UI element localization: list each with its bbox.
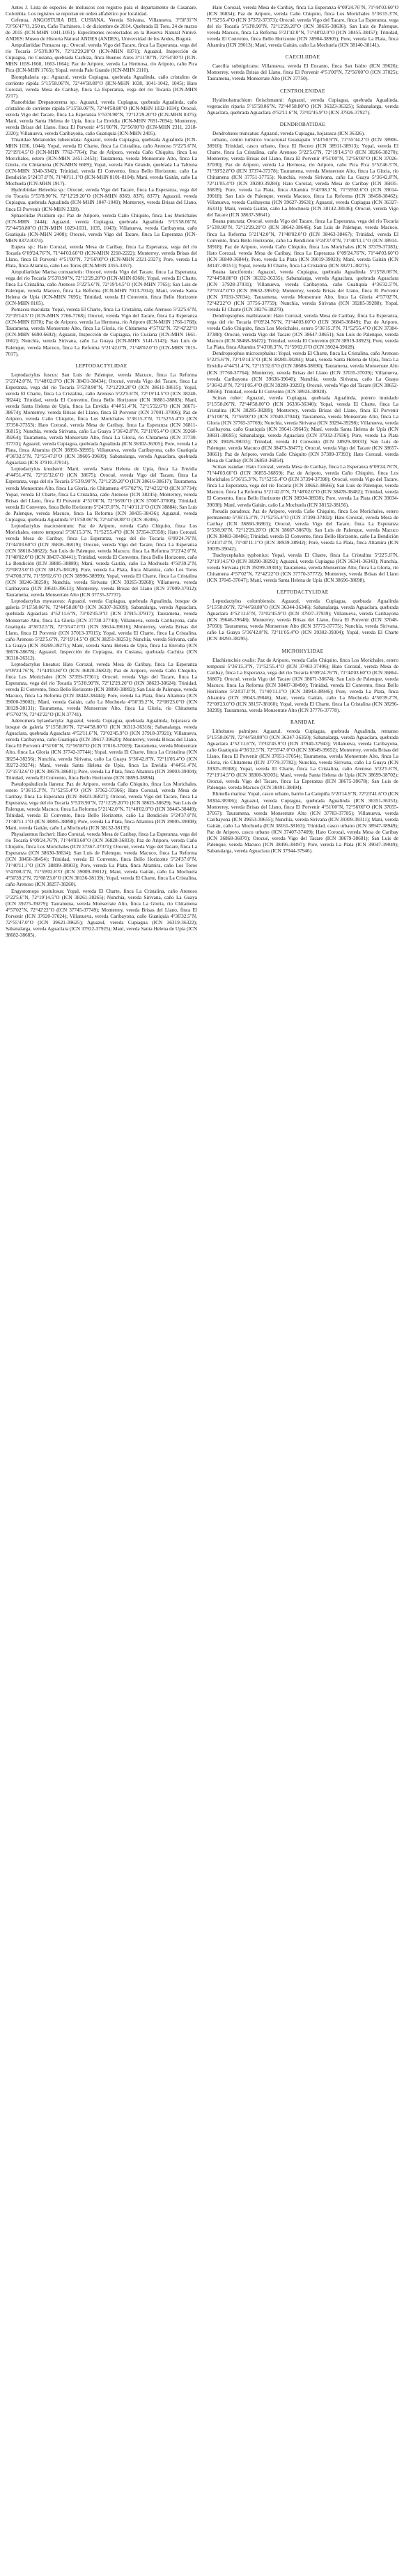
species-record-paragraph: urbano, centro turístico vocacional Guanapalo 5°43'50.9"N, 71°55'34.2"O (ICN 38906-38910); Trinidad, casco urbano, finca El Recreo (ICN 38911-38913); Yopal, vereda El Charte, finca La Cristalina, caño Arenoso 5°22'5.6"N, 72°19'14.5"O (ICN 38266-38270); Monterrey, vereda Brisas del Llano, finca El Porvenir 4°51'00"N, 72°56'00"O (ICN 37026-37030); Paz de Ariporo, vereda La Hermosa, río Ariporo, caño Pica Pica 5°52'46.5"N, 71°39'52.8"O (ICN 37374-37378); Tauramena, vereda Monserrate Alto, finca La Gloria, río Chitamena (ICN 37751-37755); Nunchía, vereda Sirivana, caño La Guaya 5°36'42.8"N, 72°11'05.4"O (ICN 39280-39284); Hato Corozal, vereda Mesa de Caribay (ICN 36835-36839); Pore, vereda La Plata, finca Altamira 5°43'08.3"N, 71°59'02.6"O (ICN 39014-39018); San Luis de Palenque, vereda Macuco, finca La Reforma (ICN 38458-38462); Villanueva, vereda Caribayona (ICN 39627-39631); Aguazul, vereda Cupiagua (ICN 36327-36331); Maní, vereda Gaitán, caño La Mochuela (ICN 38142-38146); Orocué, vereda Vigo del Tacare (ICN 38637-38641). (207, 136, 398, 218)
species-record-paragraph: Pomacea maculata: Yopal, vereda El Charte, finca La Cristalina, caño Arenoso 5°22'5.6"N, 72°19'14.5"O (ICN-MHN 7766-7768); Orocué, vereda Vigo del Tacare, finca La Esperanza (ICN-MHN 8370); Paz de Ariporo, vereda La Hermosa, río Ariporo (ICN-MHN 1766-1768); Tauramena, vereda Monserrate Alto, finca La Gloria, río Chitamena 4°57'02"N, 72°42'22"O (ICN-MHN 6690-6692); Aguazul, Inspección de Cupiagua, río Cusiana (ICN-MHN 1661-1662); Nunchía, vereda Sirivana, caño La Guaya (ICN-MHN 5141-5143); San Luis de Palenque, vereda Macuco, finca La Reforma 5°21'42.0"N, 71°48'02.0"O (ICN-MHN 7015-7017). (6, 306, 197, 357)
species-record-paragraph: Adenomera hylaedactyla: Aguazul, vereda Cupiagua, quebrada Agualinda, hojarasca de bosque de galería 5°15'58.06"N, 72°44'58.80"O (ICN 36313-36318); Sabanalarga, vereda Aguaclara, quebrada Aguaclara 4°52'11.6"N, 73°02'45.9"O (ICN 37918-37921); Villanueva, vereda Caribayona, caño Guatiquía (ICN 39617-39620); Monterrey, vereda Brisas del Llano, finca El Porvenir 4°51'00"N, 72°56'00"O (ICN 37016-37019); Tauramena, vereda Monserrate Alto, finca La Gloria (ICN 37742-37744); Yopal, vereda El Charte, finca La Cristalina (ICN 38254-38256); Nunchía, vereda Sirivana, caño La Guaya 5°36'42.8"N, 72°11'05.4"O (ICN 39272-39274); Maní, vereda Santa Helena de Upía, finca La Envidia 4°44'51.4"N, 72°15'32.6"O (ICN 38679-38681); Pore, vereda La Plata, finca Altamira (ICN 39003-39004); Trinidad, vereda El Convento, finca Bello Horizonte (ICN 38893-38894). (6, 717, 197, 781)
species-record-paragraph: Hyalinobatrachium fleischmanni: Aguazul, vereda Cupiagua, quebrada Agualinda, vegetación riparia 5°15'58.06"N, 72°44'58.80"O (ICN 36323-36325); Sabanalarga, vereda Aguaclara, quebrada Aguaclara 4°52'11.6"N, 73°02'45.9"O (ICN 37926-37927). (207, 96, 398, 116)
section-heading: CAECILIIDAE (285, 54, 320, 61)
section-heading: LEPTODACTYLIDAE (277, 589, 329, 596)
species-record-paragraph: Leptodactylus knudseni: Maní, vereda Santa Helena de Upía, finca La Envidia 4°44'51.4"N, 72°15'32.6"O (ICN 38675); Orocué, vereda Vigo del Tacare, finca La Esperanza, vega del río Tocaría 5°53'8.90"N, 72°12'29.20"O (ICN 38616-38617); Tauramena, vereda Monserrate Alto, finca La Gloria, río Chitamena 4°57'02"N, 72°42'22"O (ICN 37734); Yopal, vereda El Charte, finca La Cristalina, caño Arenoso (ICN 38245); Monterrey, vereda Brisas del Llano, finca El Porvenir 4°51'00"N, 72°56'00"O (ICN 37007-37008); Trinidad, vereda El Convento, finca Bello Horizonte 5°24'37.0"N, 71°40'11.1"O (ICN 38884); San Luis de Palenque, vereda Macuco, finca La Reforma (ICN 38435-38436); Aguazul, vereda Cupiagua, quebrada Agualinda 5°15'58.06"N, 72°44'58.80"O (ICN 36306). (6, 466, 197, 523)
species-record-paragraph: Ampullariidae Pomacea sp.: Orocué, vereda Vigo del Tacare, finca La Esperanza, vega del río Tocaría 5°53'8.90"N, 72°12'29.20"O (ICN-MHN 8371); Aguazul, Inspección de Cupiagua, río Cusiana, quebrada Cachiza, finca Buenos Aires 3°11'30"N, 72°54'30"O (ICN-MHN 1659-1660, 1663-1664); Paz de Ariporo, vereda La Hermosa, río Ariporo, caño Pica Pica (ICN-MHN 1765); Yopal, vereda Palo Grande (ICN-MHN 2110). (6, 42, 197, 74)
species-record-paragraph: Leptodactylus fuscus: San Luis de Palenque, vereda Macuco, finca La Reforma 5°21'42.0"N, 71°48'02.0"O (ICN 38431-38434); Orocué, vereda Vigo del Tacare, finca La Esperanza, vega del río Tocaría 5°53'8.90"N, 72°12'29.20"O (ICN 38611-38615); Yopal, vereda El Charte, finca La Cristalina, caño Arenoso 5°22'5.6"N, 72°19'14.5"O (ICN 38240-38244); Trinidad, vereda El Convento, finca Bello Horizonte (ICN 38881-38883); Maní, vereda Santa Helena de Upía, finca La Envidia 4°44'51.4"N, 72°15'32.6"O (ICN 38671-38674); Monterrey, vereda Brisas del Llano, finca El Porvenir (ICN 37001-37006); Paz de Ariporo, vereda Caño Chiquito, finca Los Morichales 5°36'15.3"N, 71°52'55.4"O (ICN 37350-37353); Hato Corozal, vereda Mesa de Caribay, finca La Esperanza (ICN 36811-36815); Nunchía, vereda Sirivana, caño La Guaya 5°36'42.8"N, 72°11'05.4"O (ICN 39260-39264); Tauramena, vereda Monserrate Alto, finca La Gloria, río Chitamena (ICN 37730-37733); Aguazul, vereda Cupiagua, quebrada Agualinda (ICN 36302-36305); Pore, vereda La Plata, finca Altamira (ICN 38991-38995); Villanueva, vereda Caribayona, caño Guatiquía 4°36'32.5"N, 72°55'47.0"O (ICN 39605-39609); Sabanalarga, vereda Aguaclara, quebrada Aguaclara (ICN 37910-37914). (6, 371, 197, 466)
species-record-paragraph: Elachistocleis ovalis: Paz de Ariporo, vereda Caño Chiquito, finca Los Morichales, estero temporal 5°36'15.3"N, 71°52'55.4"O (ICN 37403-37406); Hato Corozal, vereda Mesa de Caribay, finca La Esperanza, vega del río Tocaría 6°09'24.76"N, 71°44'03.60"O (ICN 36864-36867); Orocué, vereda Vigo del Tacare (ICN 38671-38674); San Luis de Palenque, vereda Macuco, finca La Reforma (ICN 38487-38490); Trinidad, vereda El Convento, finca Bello Horizonte 5°24'37.0"N, 71°40'11.1"O (ICN 38943-38946); Pore, vereda La Plata, finca Altamira (ICN 39043-39046); Maní, vereda Gaitán, caño La Mochuela 4°50'39.2"N, 72°08'23.0"O (ICN 38157-38160); Yopal, vereda El Charte, finca La Cristalina (ICN 38296-38299); Tauramena, vereda Monserrate Alto (ICN 37776-37778). (207, 656, 398, 713)
species-record-paragraph: Engystomops pustulosus: Yopal, vereda El Charte, finca La Cristalina, caño Arenoso 5°22'5.6"N, 72°19'14.5"O (ICN 38261-38265); Nunchía, vereda Sirivana, caño La Guaya (ICN 39275-39279); Tauramena, vereda Monserrate Alto, finca La Gloria, río Chitamena 4°57'02"N, 72°42'22"O (ICN 37745-37749); Monterrey, vereda Brisas del Llano, finca El Porvenir (ICN 37020-37024); Villanueva, vereda Caribayona, caño Guatiquía 4°36'32.5"N, 72°55'47.0"O (ICN 39621-39625); Aguazul, vereda Cupiagua (ICN 36319-36322); Sabanalarga, vereda Aguaclara (ICN 37922-37925); Maní, vereda Santa Helena de Upía (ICN 38682-38685). (6, 887, 197, 938)
species-record-paragraph: Dendropsophus microcephalus: Yopal, vereda El Charte, finca La Cristalina, caño Arenoso 5°22'5.6"N, 72°19'14.5"O (ICN 38280-38284); Maní, vereda Santa Helena de Upía, finca La Envidia 4°44'51.4"N, 72°15'32.6"O (ICN 38686-38690); Tauramena, vereda Monserrate Alto (ICN 37760-37764); Monterrey, vereda Brisas del Llano (ICN 37035-37039); Villanueva, vereda Caribayona (ICN 39636-39640); Nunchía, vereda Sirivana, caño La Guaya 5°36'42.8"N, 72°11'05.4"O (ICN 39289-39293); Orocué, vereda Vigo del Tacare (ICN 38652-38656); Trinidad, vereda El Convento (ICN 38924-38928). (207, 350, 398, 395)
species-record-paragraph: Trachycephalus typhonius: Yopal, vereda El Charte, finca La Cristalina 5°22'5.6"N, 72°19'14.5"O (ICN 38290-38292); Aguazul, vereda Cupiagua (ICN 36341-36343); Nunchía, vereda Sirivana (ICN 39299-39301); Tauramena, vereda Monserrate Alto, finca La Gloria, río Chitamena 4°57'02"N, 72°42'22"O (ICN 37770-37772); Monterrey, vereda Brisas del Llano (ICN 37045-37047); Maní, vereda Santa Helena de Upía (ICN 38696-38698). (207, 551, 398, 584)
species-record-paragraph: Leptodactylus lineatus: Hato Corozal, vereda Mesa de Caribay, finca La Esperanza 6°09'24.76"N, 71°44'03.60"O (ICN 36820-36822); Paz de Ariporo, vereda Caño Chiquito, finca Los Morichales (ICN 37359-37361); Orocué, vereda Vigo del Tacare, finca La Esperanza, vega del río Tocaría 5°53'8.90"N, 72°12'29.20"O (ICN 38623-38624); Trinidad, vereda El Convento, finca Bello Horizonte (ICN 38890-38892); San Luis de Palenque, vereda Macuco, finca La Reforma (ICN 38442-38444); Pore, vereda La Plata, finca Altamira (ICN 39000-39002); Maní, vereda Gaitán, caño La Mochuela 4°50'39.2"N, 72°08'23.0"O (ICN 38129-38131); Tauramena, vereda Monserrate Alto, finca La Gloria, río Chitamena 4°57'02"N, 72°42'22"O (ICN 37741). (6, 660, 197, 718)
species-record-paragraph: Boana lanciformis: Aguazul, vereda Cupiagua, quebrada Agualinda 5°15'58.06"N, 72°44'58.80"O (ICN 36332-36335); Sabanalarga, vereda Aguaclara, quebrada Aguaclara (ICN 37928-37931); Villanueva, vereda Caribayona, caño Guatiquía 4°36'32.5"N, 72°55'47.0"O (ICN 39632-39635); Monterrey, vereda Brisas del Llano, finca El Porvenir (ICN 37031-37034); Tauramena, vereda Monserrate Alto, finca La Gloria 4°57'02"N, 72°42'22"O (ICN 37756-37759); Nunchía, vereda Sirivana (ICN 39285-39288); Yopal, vereda El Charte (ICN 38276-38279). (207, 268, 398, 313)
species-record-paragraph: Planorbidae Drepanotrema sp.: Aguazul, vereda Cupiagua, quebrada Agualinda, caño cristalino de corriente rápida 5°15'58.06"N, 72°44'58.80"O (ICN-MHN 1032-1034); Orocué, vereda Vigo del Tacare, finca La Esperanza 5°53'8.90"N, 72°12'29.20"O (ICN-MHN 8375); Maní, vereda Santa Helena de Upía, finca La Envidia (ICN-MHN 7691-7694); Monterrey, vereda Brisas del Llano, finca El Porvenir 4°51'00"N, 72°56'00"O (ICN-MHN 2311, 2318-2320); Villanueva, vereda Caribayona, caño Guatiquía (ICN-MHN 2405). (6, 98, 197, 136)
species-record-paragraph: Lithobates palmipes: Aguazul, vereda Cupiagua, quebrada Agualinda, remanso 5°15'58.06"N, 72°44'58.80"O (ICN 36347-36350); Sabanalarga, vereda Aguaclara, quebrada Aguaclara 4°52'11.6"N, 73°02'45.9"O (ICN 37940-37943); Villanueva, vereda Caribayona, caño Guatiquía 4°36'32.5"N, 72°55'47.0"O (ICN 39649-39652); Monterrey, vereda Brisas del Llano, finca El Porvenir (ICN 37051-37054); Tauramena, vereda Monserrate Alto, finca La Gloria, río Chitamena (ICN 37779-37782); Nunchía, vereda Sirivana, caño La Guaya (ICN 39305-39308); Yopal, vereda El Charte, finca La Cristalina, caño Arenoso 5°22'5.6"N, 72°19'14.5"O (ICN 38300-38303); Maní, vereda Santa Helena de Upía (ICN 38699-38702); Orocué, vereda Vigo del Tacare, finca La Esperanza (ICN 38675-38678); San Luis de Palenque, vereda Macuco (ICN 38491-38494). (207, 728, 398, 791)
species-record-paragraph: Biomphalaria sp.: Aguazul, vereda Cupiagua, quebrada Agualinda, caño cristalino de corriente rápida 5°15'58.06"N, 72°44'58.80"O (ICN-MHN 1038, 1041-1042, 1045); Hato Corozal, vereda Mesa de Caribay, finca La Esperanza, vega del río Tocaría (ICN-MHN 2217). (6, 73, 197, 99)
species-record-paragraph: Cefenua, ANGOSTURA DEL CUSIANA, Vereda Sirivana, Villanueva, 3°50'31"N 73°56'47"O, 250 m, Caño Tuchinero, 1 de diciembre de 2014, Quebrada El Toro, 24 de marzo de 2015 (ICN-MHN 1041-1051). Especímenes recolectados en la Reserva Natural Ninivé. ANDES: Museo de Historia Natural ANDES (ANDES), Universidad de los Andes, Bogotá. (6, 17, 197, 42)
species-record-paragraph: Eupera sp.: Hato Corozal, vereda Mesa de Caribay, finca La Esperanza, vega del río Tocaría 6°09'24.76"N, 71°44'03.60"O (ICN-MHN 2218-2222); Monterrey, vereda Brisas del Llano, finca El Porvenir 4°51'00"N, 72°56'00"O (ICN-MHN 2321-2327); Pore, vereda La Plata, finca Altamira, caño Los Toros (ICN-MHN 3355-3357). (6, 243, 197, 269)
species-record-paragraph: Pseudis paradoxa: Paz de Ariporo, vereda Caño Chiquito, finca Los Morichales, estero permanente 5°36'15.3"N, 71°52'55.4"O (ICN 37399-37402); Hato Corozal, vereda Mesa de Caribay (ICN 36860-36863); Orocué, vereda Vigo del Tacare, finca La Esperanza 5°53'8.90"N, 72°12'29.20"O (ICN 38667-38670); San Luis de Palenque, vereda Macuco (ICN 38483-38486); Trinidad, vereda El Convento, finca Bello Horizonte, caño La Bendición 5°24'37.0"N, 71°40'11.1"O (ICN 38939-38942); Pore, vereda La Plata, finca Altamira (ICN 39039-39042). (207, 507, 398, 552)
right-column (207, 4, 398, 2576)
species-record-paragraph: Leptodactylus mystaceus: Aguazul, vereda Cupiagua, quebrada Agualinda, bosque de galería 5°15'58.06"N, 72°44'58.80"O (ICN 36307-36309); Sabanalarga, vereda Aguaclara, quebrada Aguaclara 4°52'11.6"N, 73°02'45.9"O (ICN 37915-37917); Tauramena, vereda Monserrate Alto, finca La Gloria (ICN 37738-37740); Villanueva, vereda Caribayona, caño Guatiquía 4°36'32.5"N, 72°55'47.0"O (ICN 39614-39616); Monterrey, vereda Brisas del Llano, finca El Porvenir (ICN 37013-37015); Yopal, vereda El Charte, finca La Cristalina, caño Arenoso 5°22'5.6"N, 72°19'14.5"O (ICN 38251-38253); Nunchía, vereda Sirivana, caño La Guaya (ICN 39269-39271); Maní, vereda Santa Helena de Upía, finca La Envidia (ICN 38676-38678); Aguazul, Inspección de Cupiagua, río Cusiana, quebrada Cachiza (ICN 36310-36312). (6, 598, 197, 661)
species-record-paragraph: Pseudopaludicola llanera: Paz de Ariporo, vereda Caño Chiquito, finca Los Morichales, estero 5°36'15.3"N, 71°52'55.4"O (ICN 37362-37366); Hato Corozal, vereda Mesa de Caribay, finca La Esperanza (ICN 36823-36827); Orocué, vereda Vigo del Tacare, finca La Esperanza, vega del río Tocaría 5°53'8.90"N, 72°12'29.20"O (ICN 38625-38629); San Luis de Palenque, vereda Macuco, finca La Reforma 5°21'42.0"N, 71°48'02.0"O (ICN 38445-38449); Trinidad, vereda El Convento, finca Bello Horizonte, caño La Bendición 5°24'37.0"N, 71°40'11.1"O (ICN 38895-38898); Pore, vereda La Plata, finca Altamira (ICN 39005-39008); Maní, vereda Gaitán, caño La Mochuela (ICN 38132-38135). (6, 780, 197, 832)
species-record-paragraph: Hato Corozal, vereda Mesa de Caribay, finca La Esperanza 6°09'24.76"N, 71°44'03.60"O (ICN 36834); Paz de Ariporo, vereda Caño Chiquito, finca Los Morichales 5°36'15.3"N, 71°52'55.4"O (ICN 37372-37373); Orocué, vereda Vigo del Tacare, finca La Esperanza, vega del río Tocaría 5°53'8.90"N, 72°12'29.20"O (ICN 38635-38636); San Luis de Palenque, vereda Macuco, finca La Reforma 5°21'42.0"N, 71°48'02.0"O (ICN 38455-38457); Trinidad, vereda El Convento, finca Bello Horizonte (ICN 38904-38905); Pore, vereda La Plata, finca Altamira (ICN 39013); Maní, vereda Gaitán, caño La Mochuela (ICN 38140-38141). (207, 4, 398, 49)
species-record-paragraph: Boana punctata: Orocué, vereda Vigo del Tacare, finca La Esperanza, vega del río Tocaría 5°53'8.90"N, 72°12'29.20"O (ICN 38642-38646); San Luis de Palenque, vereda Macuco, finca La Reforma 5°21'42.0"N, 71°48'02.0"O (ICN 38463-38467); Trinidad, vereda El Convento, finca Bello Horizonte, caño La Bendición 5°24'37.0"N, 71°40'11.1"O (ICN 38914-38918); Paz de Ariporo, vereda Caño Chiquito, finca Los Morichales (ICN 37379-37383); Hato Corozal, vereda Mesa de Caribay, finca La Esperanza 6°09'24.76"N, 71°44'03.60"O (ICN 36840-36844); Pore, vereda La Plata (ICN 39019-39023); Maní, vereda Gaitán (ICN 38147-38151); Yopal, vereda El Charte, finca La Cristalina (ICN 38271-38275). (207, 218, 398, 269)
species-record-paragraph: Rhinella marina: Yopal, casco urbano, barrio La Campiña 5°20'14.9"N, 72°23'41.6"O (ICN 38304-38306); Aguazul, vereda Cupiagua, quebrada Agualinda (ICN 36351-36353); Monterrey, vereda Brisas del Llano, finca El Porvenir 4°51'00"N, 72°56'00"O (ICN 37055-37057); Tauramena, vereda Monserrate Alto (ICN 37783-37785); Villanueva, vereda Caribayona (ICN 39653-39655); Nunchía, vereda Sirivana (ICN 39309-39311); Maní, vereda Gaitán, caño La Mochuela (ICN 38161-38163); Trinidad, casco urbano (ICN 38947-38949); Paz de Ariporo, casco urbano (ICN 37407-37409); Hato Corozal, vereda Mesa de Caribay (ICN 36868-36870); Orocué, vereda Vigo del Tacare (ICN 38679-38681); San Luis de Palenque, vereda Macuco (ICN 38495-38497); Pore, vereda La Plata (ICN 39047-39049); Sabanalarga, vereda Aguaclara (ICN 37944-37946). (207, 790, 398, 854)
section-heading: LEPTODACTYLIDAE (75, 362, 127, 369)
species-record-paragraph: Physalaemus fischeri: Hato Corozal, vereda Mesa de Caribay, finca La Esperanza, vega del río Tocaría 6°09'24.76"N, 71°44'03.60"O (ICN 36828-36833); Paz de Ariporo, vereda Caño Chiquito, finca Los Morichales (ICN 37367-37371); Orocué, vereda Vigo del Tacare, finca La Esperanza (ICN 38630-38634); San Luis de Palenque, vereda Macuco, finca La Reforma (ICN 38450-38454); Trinidad, vereda El Convento, finca Bello Horizonte 5°24'37.0"N, 71°40'11.1"O (ICN 38899-38903); Pore, vereda La Plata, finca Altamira, caño Los Toros 5°43'08.3"N, 71°59'02.6"O (ICN 39009-39012); Maní, vereda Gaitán, caño La Mochuela 4°50'39.2"N, 72°08'23.0"O (ICN 38136-38139); Yopal, vereda El Charte, finca La Cristalina, caño Arenoso (ICN 38257-38260). (6, 831, 197, 888)
species-record-paragraph: Leptodactylus macrosternum: Paz de Ariporo, vereda Caño Chiquito, finca Los Morichales, estero temporal 5°36'15.3"N, 71°52'55.4"O (ICN 37354-37358); Hato Corozal, vereda Mesa de Caribay, finca La Esperanza, vega del río Tocaría 6°09'24.76"N, 71°44'03.60"O (ICN 36816-36819); Orocué, vereda Vigo del Tacare, finca La Esperanza (ICN 38618-38622); San Luis de Palenque, vereda Macuco, finca La Reforma 5°21'42.0"N, 71°48'02.0"O (ICN 38437-38441); Trinidad, vereda El Convento, finca Bello Horizonte, caño La Bendición (ICN 38885-38889); Maní, vereda Gaitán, caño La Mochuela 4°50'39.2"N, 72°08'23.0"O (ICN 38125-38128); Pore, vereda La Plata, finca Altamira, caño Los Toros 5°43'08.3"N, 71°59'02.6"O (ICN 38996-38999); Yopal, vereda El Charte, finca La Cristalina (ICN 38246-38250); Nunchía, vereda Sirivana (ICN 39265-39268); Villanueva, vereda Caribayona (ICN 39610-39613); Monterrey, vereda Brisas del Llano (ICN 37009-37012); Tauramena, vereda Monserrate Alto (ICN 37735-37737). (6, 522, 197, 598)
section-heading: CENTROLENIDAE (280, 87, 325, 94)
species-record-paragraph: Antes J. Lista de especies de moluscos con registro para el departamento de Casanare, Colombia. Los registros se reportan en orden alfabético por localidad. (6, 4, 197, 17)
species-record-paragraph: Ampullariidae Marisa cornuarietis: Orocué, vereda Vigo del Tacare, finca La Esperanza, vega del río Tocaría 5°53'8.90"N, 72°12'29.20"O (ICN-MHN 8368); Yopal, vereda El Charte, finca La Cristalina, caño Arenoso 5°22'5.6"N, 72°19'14.5"O (ICN-MHN 7765); San Luis de Palenque, vereda Macuco, finca La Reforma (ICN-MHN 7013-7014); Maní, vereda Santa Helena de Upía (ICN-MHN 7695); Trinidad, vereda El Convento, finca Bello Horizonte (ICN-MHN 8105). (6, 268, 197, 307)
left-column (6, 4, 197, 2576)
species-record-paragraph: Scinax wandae: Hato Corozal, vereda Mesa de Caribay, finca La Esperanza 6°09'24.76"N, 71°44'03.60"O (ICN 36855-36859); Paz de Ariporo, vereda Caño Chiquito, finca Los Morichales 5°36'15.3"N, 71°52'55.4"O (ICN 37394-37398); Orocué, vereda Vigo del Tacare, finca La Esperanza, vega del río Tocaría (ICN 38662-38666); San Luis de Palenque, vereda Macuco, finca La Reforma 5°21'42.0"N, 71°48'02.0"O (ICN 38478-38482); Trinidad, vereda El Convento, finca Bello Horizonte (ICN 38934-38938); Pore, vereda La Plata (ICN 39034-39038); Maní, vereda Gaitán, caño La Mochuela (ICN 38152-38156). (207, 463, 398, 508)
species-record-paragraph: Hydrobiidae Heleobia sp.: Orocué, vereda Vigo del Tacare, finca La Esperanza, vega del río Tocaría 5°53'8.90"N, 72°12'29.20"O (ICN-MHN 8369, 8376, 8377); Aguazul, vereda Cupiagua, quebrada Agualinda (ICN-MHN 1047-1049); Monterrey, vereda Brisas del Llano, finca El Porvenir (ICN-MHN 2328). (6, 186, 197, 212)
species-record-paragraph: Dendrobates truncatus: Aguazul, vereda Cupiagua, hojarasca (ICN 36326). (212, 129, 365, 136)
species-record-paragraph: Caecilia subnigricans: Villanueva, vereda El Encanto, finca San Isidro (ICN 39626); Monterrey, vereda Brisas del Llano, finca El Porvenir 4°51'00"N, 72°56'00"O (ICN 37025); Tauramena, vereda Monserrate Alto (ICN 37750). (207, 63, 398, 82)
species-record-paragraph: Scinax ruber: Aguazul, vereda Cupiagua, quebrada Agualinda, potrero inundado 5°15'58.06"N, 72°44'58.80"O (ICN 36336-36340); Yopal, vereda El Charte, finca La Cristalina (ICN 38285-38289); Monterrey, vereda Brisas del Llano, finca El Porvenir 4°51'00"N, 72°56'00"O (ICN 37040-37044); Tauramena, vereda Monserrate Alto, finca La Gloria (ICN 37765-37769); Nunchía, vereda Sirivana (ICN 39294-39298); Villanueva, vereda Caribayona, caño Guatiquía (ICN 39641-39645); Maní, vereda Santa Helena de Upía (ICN 38691-38695); Sabanalarga, vereda Aguaclara (ICN 37932-37936); Pore, vereda La Plata (ICN 39029-39033); Trinidad, vereda El Convento (ICN 38929-38933); San Luis de Palenque, vereda Macuco (ICN 38473-38477); Orocué, vereda Vigo del Tacare (ICN 38657-38661); Paz de Ariporo, vereda Caño Chiquito (ICN 37389-37393); Hato Corozal, vereda Mesa de Caribay (ICN 36850-36854). (207, 394, 398, 464)
section-heading: RANIDAE (290, 718, 315, 725)
species-record-paragraph: Thiaridae Melanoides tuberculata: Aguazul, vereda Cupiagua, quebrada Agualinda (ICN-MHN 1036, 1044); Yopal, vereda El Charte, finca La Cristalina, caño Arenoso 5°22'5.6"N, 72°19'14.5"O (ICN-MHN 7762-7764); Paz de Ariporo, vereda Caño Chiquito, finca Los Morichales, estero (ICN-MHN 2451-2453); Tauramena, vereda Monserrate Alto, finca La Gloria, río Chitamena (ICN-MHN 6689); Yopal, vereda Palo Grande, quebrada La Tablona (ICN-MHN 3340-3342); Trinidad, vereda El Convento, finca Bello Horizonte, caño La Bendición 5°24'37.0"N, 71°40'11.1"O (ICN-MHN 8101-8104); Maní, vereda Gaitán, caño La Mochuela (ICN-MHN 1917). (6, 136, 197, 187)
species-record-paragraph: Dendropsophus mathiassoni: Hato Corozal, vereda Mesa de Caribay, finca La Esperanza, vega del río Tocaría 6°09'24.76"N, 71°44'03.60"O (ICN 36845-36849); Paz de Ariporo, vereda Caño Chiquito, finca Los Morichales, estero 5°36'15.3"N, 71°52'55.4"O (ICN 37384-37388); Orocué, vereda Vigo del Tacare (ICN 38647-38651); San Luis de Palenque, vereda Macuco (ICN 38468-38472); Trinidad, vereda El Convento (ICN 38919-38923); Pore, vereda La Plata, finca Altamira 5°43'08.3"N, 71°59'02.6"O (ICN 39024-39028). (207, 312, 398, 351)
section-heading: MICROHYLIDAE (281, 647, 324, 654)
species-record-paragraph: Leptodactylus colombiensis: Aguazul, vereda Cupiagua, quebrada Agualinda 5°15'58.06"N, 72°44'58.80"O (ICN 36344-36346); Sabanalarga, vereda Aguaclara, quebrada Aguaclara 4°52'11.6"N, 73°02'45.9"O (ICN 37937-37939); Villanueva, vereda Caribayona (ICN 39646-39648); Monterrey, vereda Brisas del Llano, finca El Porvenir (ICN 37048-37050); Tauramena, vereda Monserrate Alto (ICN 37773-37775); Nunchía, vereda Sirivana, caño La Guaya 5°36'42.8"N, 72°11'05.4"O (ICN 39302-39304); Yopal, vereda El Charte (ICN 38293-38295). (207, 598, 398, 642)
section-heading: DENDROBATIDAE (279, 120, 326, 127)
species-record-paragraph: Sphaeriidae Pisidium sp.: Paz de Ariporo, vereda Caño Chiquito, finca Los Morichales (ICN-MHN 2444); Aguazul, vereda Cupiagua, quebrada Agualinda 5°15'58.06"N, 72°44'58.80"O (ICN-MHN 1029-1031, 1035, 1043); Villanueva, vereda Caribayona, caño Guatiquía (ICN-MHN 2408); Orocué, vereda Vigo del Tacare, finca La Esperanza (ICN-MHN 8372-8374). (6, 212, 197, 244)
